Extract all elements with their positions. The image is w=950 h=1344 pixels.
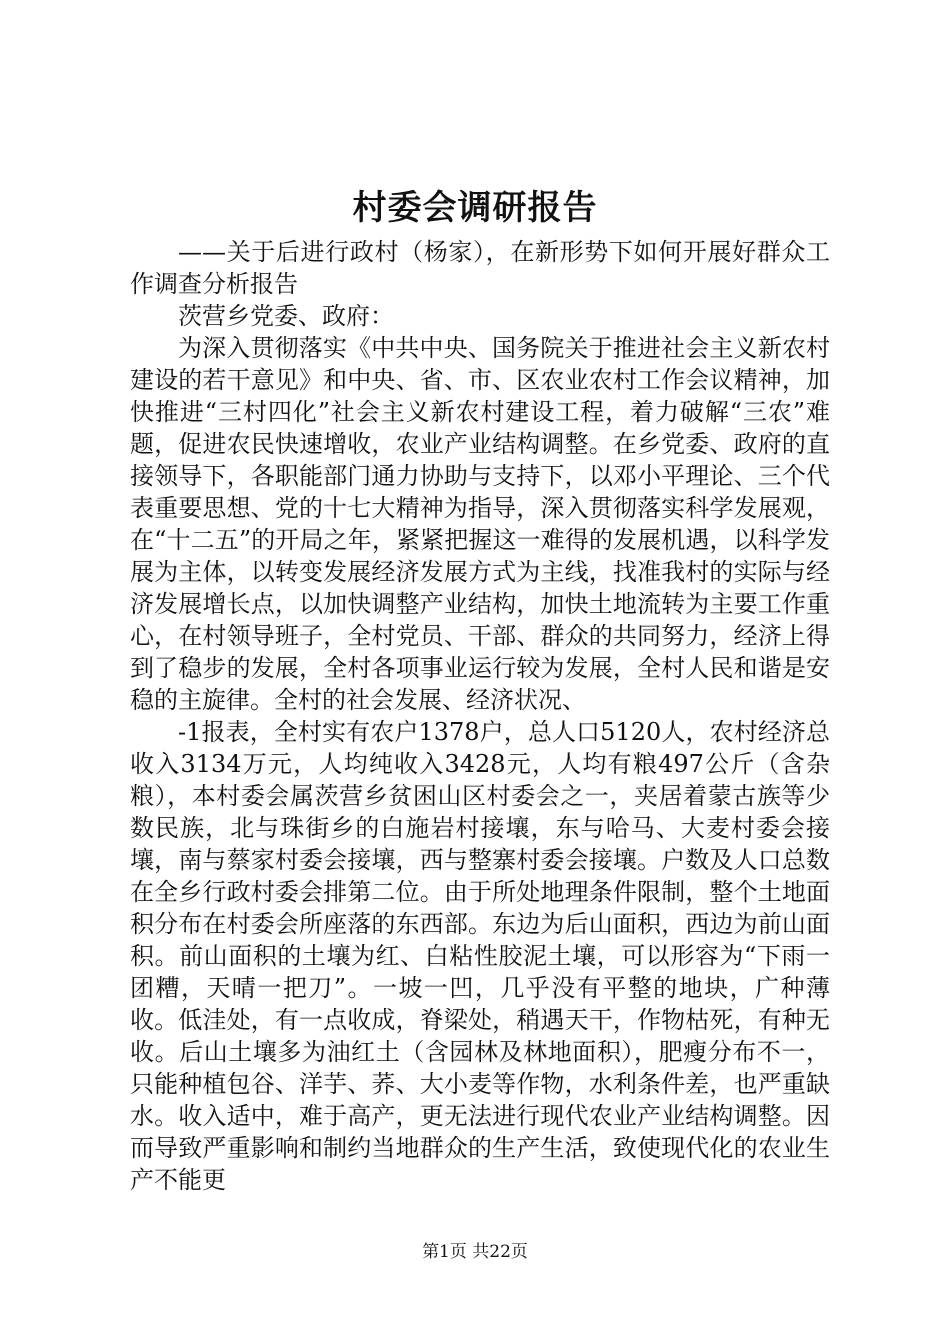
body-paragraph: 为深入贯彻落实《中共中央、国务院关于推进社会主义新农村建设的若干意见》和中央、省、市、区农业农村工作会议精神，加快推进“三村四化”社会主义新农村建设工程，着力破解“三农”难题，促进农民快速增收，农业产业结构调整。在乡党委、政府的直接领导下，各职能部门通力协助与支持下，以邓小平理论、三个代表重要思想、党的十七大精神为指导，深入贯彻落实科学发展观，在“十二五”的开局之年，紧紧把握这一难得的发展机遇，以科学发展为主体，以转变发展经济发展方式为主线，找准我村的实际与经济发展增长点，以加快调整产业结构，加快土地流转为主要工作重心，在村领导班子，全村党员、干部、群众的共同努力，经济上得到了稳步的发展，全村各项事业运行较为发展，全村人民和谐是安稳的主旋律。全村的社会发展、经济状况、 [130,334,830,714]
document-body [130,236,830,1196]
subtitle-paragraph: ——关于后进行政村（杨家），在新形势下如何开展好群众工作调查分析报告 [130,238,830,298]
document-title: 村委会调研报告 [352,188,598,228]
page-number-footer: 第1页 共22页 [422,1242,528,1262]
salutation-paragraph: 茨营乡党委、政府： [178,302,394,330]
body-paragraph: -1报表，全村实有农户1378户，总人口5120人，农村经济总收入3134万元，人均纯收入3428元，人均有粮497公斤（含杂粮），本村委会属茨营乡贫困山区村委会之一，夹居着蒙古族等少数民族，北与珠街乡的白施岩村接壤，东与哈马、大麦村委会接壤，南与蔡家村委会接壤，西与整寨村委会接壤。户数及人口总数在全乡行政村委会排第二位。由于所处地理条件限制，整个土地面积分布在村委会所座落的东西部。东边为后山面积，西边为前山面积。前山面积的土壤为红、白粘性胶泥土壤，可以形容为“下雨一团糟，天晴一把刀”。一坡一凹，几乎没有平整的地块，广种薄收。低洼处，有一点收成，脊梁处，稍遇天干，作物枯死，有种无收。后山土壤多为油红土（含园林及林地面积），肥瘦分布不一，只能种植包谷、洋芋、荞、大小麦等作物，水利条件差，也严重缺水。收入适中，难于高产，更无法进行现代农业产业结构调整。因而导致严重影响和制约当地群众的生产生活，致使现代化的农业生产不能更 [130,718,830,1194]
